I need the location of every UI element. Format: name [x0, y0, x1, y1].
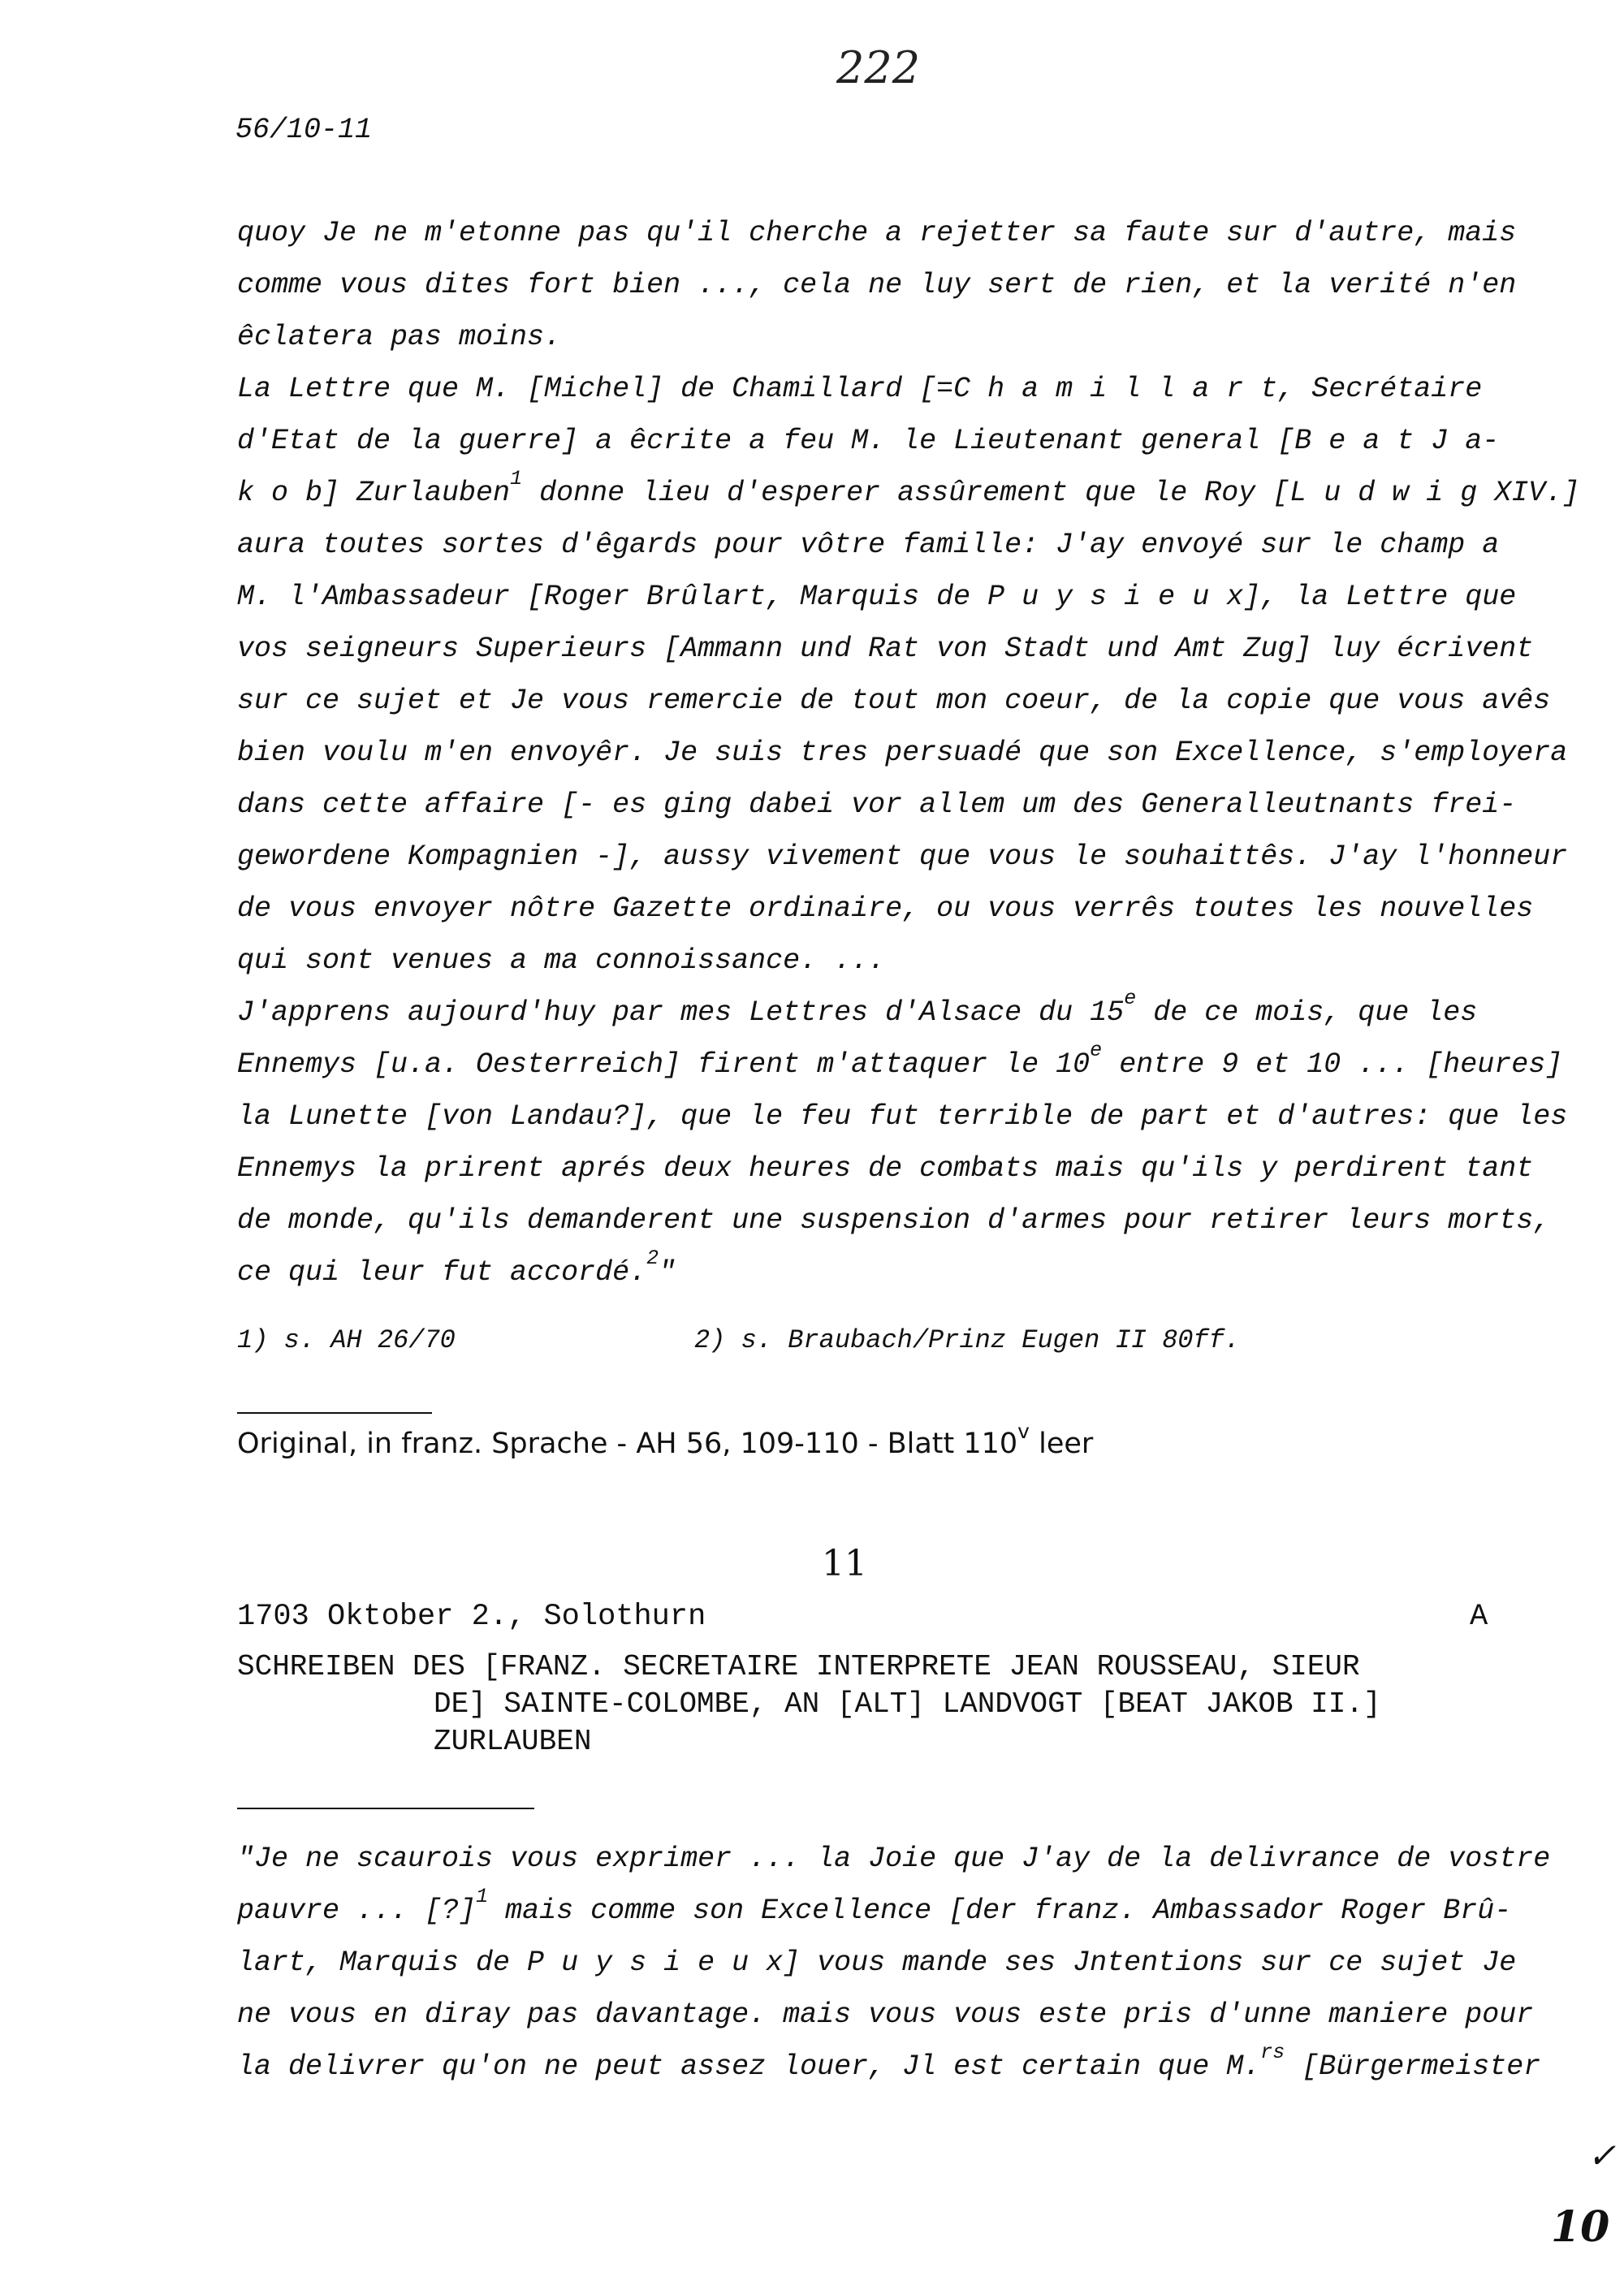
text-line — [237, 2041, 1541, 2093]
letter-line: d'Etat de la guerre] a êcrite a feu M. le Lieutenant general [B e a t J a- — [237, 425, 1500, 457]
letter-line — [237, 467, 1580, 519]
document-reference: 56/10-11 — [235, 114, 373, 146]
footnote-ref-2: 2 — [646, 1247, 659, 1270]
letter-line-text: donne lieu d'esperer assûrement que le Roy [L u d w i g XIV.] — [522, 477, 1580, 509]
separator-rule — [237, 1412, 432, 1414]
footnote-ref-1: 1 — [476, 1885, 489, 1908]
footnote-2: 2) s. Braubach/Prinz Eugen II 80ff. — [694, 1325, 1241, 1355]
letter-line-text: J'apprens aujourd'huy par mes Lettres d'Alsace du 15 — [237, 996, 1125, 1029]
letter-line: vos seigneurs Superieurs [Ammann und Rat von Stadt und Amt Zug] luy écrivent — [237, 633, 1534, 665]
letter-line-text: k o b] Zurlauben — [237, 477, 511, 509]
date-place: 1703 Oktober 2., Solothurn — [237, 1600, 706, 1634]
text-line-part: pauvre ... [?] — [237, 1895, 477, 1927]
letter-line-text: Ennemys [u.a. Oesterreich] firent m'attaquer le 10 — [237, 1048, 1091, 1081]
letter-line: gewordene Kompagnien -], aussy vivement que vous le souhaittês. J'ay l'honneur — [237, 840, 1568, 873]
text-line: lart, Marquis de P u y s i e u x] vous mande ses Jntentions sur ce sujet Je — [237, 1946, 1517, 1979]
letter-line: quoy Je ne m'etonne pas qu'il cherche a rejetter sa faute sur d'autre, mais — [237, 217, 1517, 249]
check-mark: ✓ — [1587, 2136, 1617, 2175]
text-line-part: mais comme son Excellence [der franz. Ambassador Roger Brû- — [488, 1895, 1512, 1927]
letter-line: qui sont venues a ma connoissance. ... — [237, 944, 886, 977]
letter-line: de monde, qu'ils demanderent une suspension d'armes pour retirer leurs morts, — [237, 1204, 1551, 1237]
letter-line: La Lettre que M. [Michel] de Chamillard [=C h a m i l l a r t, Secrétaire — [237, 373, 1483, 405]
abbrev-superscript: rs — [1260, 2041, 1285, 2064]
text-line: "Je ne scaurois vous exprimer ... la Joie que J'ay de la delivrance de vostre — [237, 1843, 1551, 1875]
footnote-ref-1: 1 — [510, 467, 523, 490]
letter-line — [237, 987, 1536, 1039]
letter-line: M. l'Ambassadeur [Roger Brûlart, Marquis de P u y s i e u x], la Lettre que — [237, 581, 1517, 613]
letter-line: bien voulu m'en envoyêr. Je suis tres persuadé que son Excellence, s'employera — [237, 737, 1568, 769]
letter-line: la Lunette [von Landau?], que le feu fut terrible de part et d'autres: que les — [237, 1100, 1568, 1133]
title-line: ZURLAUBEN — [434, 1725, 592, 1758]
title-line: DE] SAINTE-COLOMBE, AN [ALT] LANDVOGT [BEAT JAKOB II.] — [434, 1687, 1381, 1721]
letter-line — [237, 1247, 1536, 1298]
handwritten-page-number: 222 — [836, 42, 921, 93]
source-text-end: leer — [1029, 1428, 1094, 1460]
letter-line: comme vous dites fort bien ..., cela ne luy sert de rien, et la verité n'en — [237, 269, 1517, 301]
text-line: ne vous en diray pas davantage. mais vous vous este pris d'unne maniere pour — [237, 1998, 1534, 2031]
letter-line: de vous envoyer nôtre Gazette ordinaire, ou vous verrês toutes les nouvelles — [237, 892, 1534, 925]
letter-body — [237, 207, 1580, 1298]
letter-line: dans cette affaire [- es ging dabei vor allem um des Generalleutnants frei- — [237, 789, 1517, 821]
letter-line-text: ce qui leur fut accordé. — [237, 1256, 647, 1289]
document-number: 11 — [822, 1543, 867, 1584]
ordinal-superscript: e — [1124, 987, 1137, 1010]
letter-line: êclatera pas moins. — [237, 321, 562, 353]
document-title — [237, 1648, 1553, 1761]
handwritten-sheet-number: 10 — [1551, 2202, 1610, 2252]
letter-line-text: entre 9 et 10 ... [heures] — [1102, 1048, 1563, 1081]
document11-text — [237, 1833, 1551, 2093]
source-line — [237, 1419, 1094, 1460]
letter-line — [237, 1039, 1563, 1091]
text-line-part: [Bürgermeister — [1285, 2050, 1541, 2083]
separator-rule — [237, 1808, 534, 1809]
letter-line: aura toutes sortes d'êgards pour vôtre famille: J'ay envoyé sur le champ a — [237, 529, 1500, 561]
verso-superscript: v — [1017, 1419, 1030, 1443]
ordinal-superscript: e — [1090, 1039, 1103, 1062]
letter-line-text: de ce mois, que les — [1136, 996, 1478, 1029]
text-line — [237, 1885, 1536, 1937]
letter-line: Ennemys la prirent aprés deux heures de combats mais qu'ils y perdirent tant — [237, 1152, 1534, 1185]
title-line: SCHREIBEN DES [FRANZ. SECRETAIRE INTERPRETE JEAN ROUSSEAU, SIEUR — [237, 1650, 1360, 1683]
footnote-1: 1) s. AH 26/70 — [237, 1325, 456, 1355]
document-marker: A — [1470, 1600, 1488, 1634]
source-text: Original, in franz. Sprache - AH 56, 109-110 - Blatt 110 — [237, 1428, 1018, 1460]
letter-line-text: " — [659, 1256, 676, 1289]
letter-line: sur ce sujet et Je vous remercie de tout mon coeur, de la copie que vous avês — [237, 685, 1551, 717]
text-line-part: la delivrer qu'on ne peut assez louer, Jl est certain que M. — [237, 2050, 1261, 2083]
